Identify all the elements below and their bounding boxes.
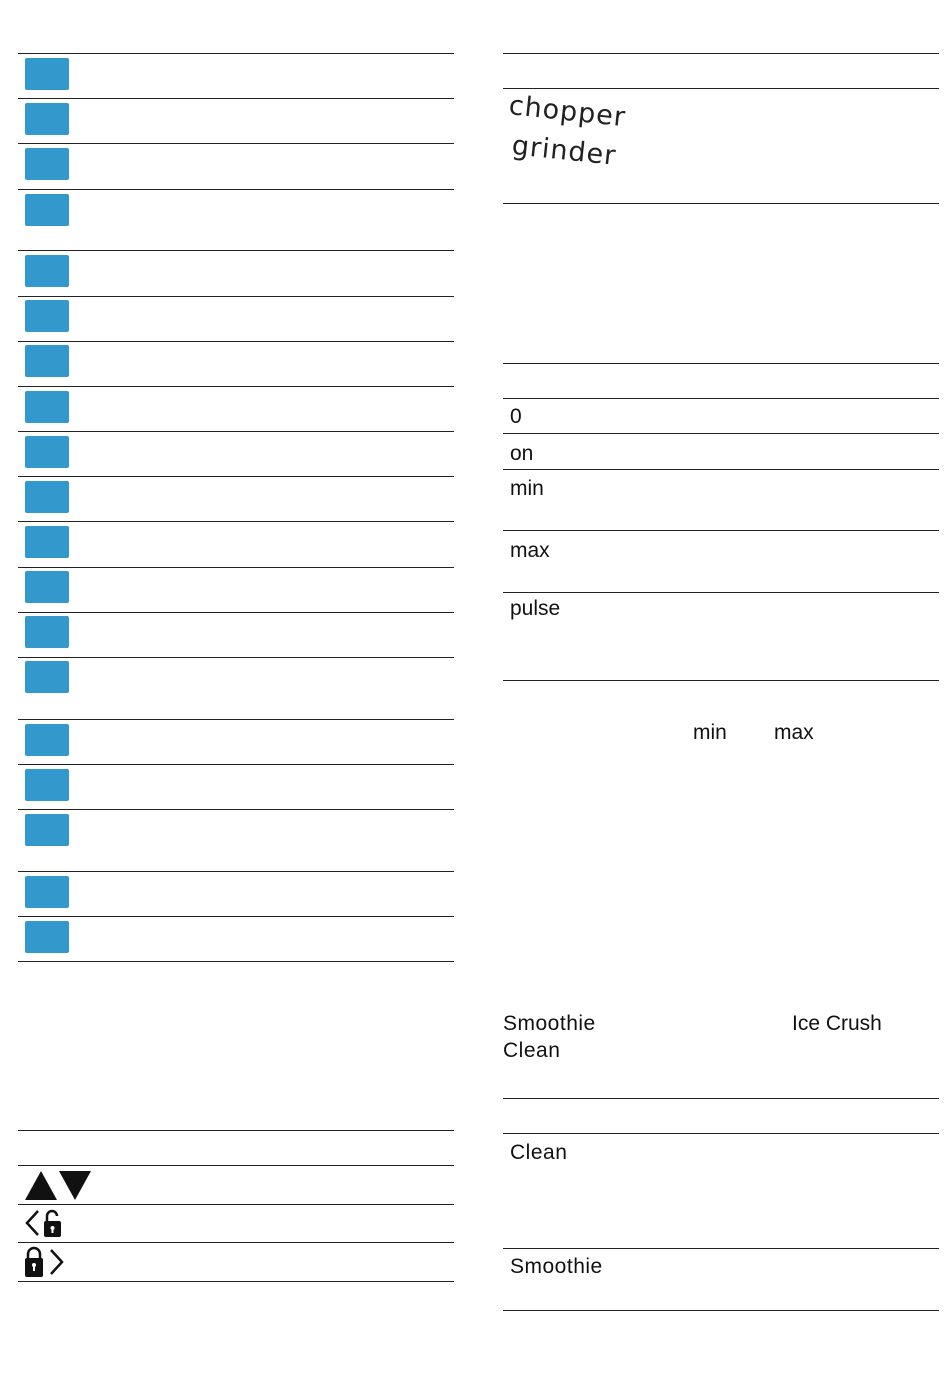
table-rule: [18, 1242, 454, 1243]
speed-on-label: on: [510, 442, 534, 465]
table-rule: [18, 143, 454, 144]
table-rule: [503, 1248, 939, 1249]
blue-indicator-square: [25, 391, 69, 423]
table-rule: [503, 88, 939, 89]
table-rule: [503, 469, 939, 470]
blue-indicator-square: [25, 481, 69, 513]
table-rule: [18, 386, 454, 387]
table-rule: [18, 521, 454, 522]
table-rule: [503, 433, 939, 434]
blue-indicator-square: [25, 661, 69, 693]
table-rule: [18, 1204, 454, 1205]
blue-indicator-square: [25, 571, 69, 603]
table-rule: [503, 1133, 939, 1134]
blue-indicator-square: [25, 814, 69, 846]
program-smoothie-label: Smoothie: [503, 1012, 596, 1035]
blue-indicator-square: [25, 255, 69, 287]
blue-indicator-square: [25, 300, 69, 332]
blue-indicator-square: [25, 921, 69, 953]
table-rule: [503, 398, 939, 399]
table-rule: [503, 530, 939, 531]
blue-indicator-square: [25, 58, 69, 90]
blue-indicator-square: [25, 769, 69, 801]
range-min-label: min: [693, 721, 727, 744]
range-max-label: max: [774, 721, 814, 744]
program-clean-label: Clean: [503, 1039, 561, 1062]
blue-indicator-square: [25, 194, 69, 226]
table-rule: [18, 809, 454, 810]
speed-arrows-icon: [25, 1170, 93, 1202]
blue-indicator-square: [25, 616, 69, 648]
blue-indicator-square: [25, 103, 69, 135]
table-rule: [18, 567, 454, 568]
table-rule: [18, 53, 454, 54]
table-rule: [18, 296, 454, 297]
table-rule: [18, 1165, 454, 1166]
table-rule: [18, 657, 454, 658]
table-rule: [18, 871, 454, 872]
unlock-arrow-icon: [24, 1208, 66, 1240]
table-rule: [503, 203, 939, 204]
table-rule: [18, 189, 454, 190]
program-clean-row-label: Clean: [510, 1141, 568, 1164]
blue-indicator-square: [25, 876, 69, 908]
table-rule: [18, 341, 454, 342]
speed-zero-label: 0: [510, 405, 522, 428]
blue-indicator-square: [25, 148, 69, 180]
blue-indicator-square: [25, 345, 69, 377]
chopper-label: chopper: [507, 90, 628, 134]
table-rule: [503, 53, 939, 54]
table-rule: [18, 1281, 454, 1282]
program-smoothie-row-label: Smoothie: [510, 1255, 603, 1278]
table-rule: [18, 98, 454, 99]
speed-min-label: min: [510, 477, 544, 500]
speed-max-label: max: [510, 539, 550, 562]
table-rule: [503, 680, 939, 681]
table-rule: [18, 1130, 454, 1131]
blue-indicator-square: [25, 436, 69, 468]
table-rule: [18, 719, 454, 720]
table-rule: [18, 250, 454, 251]
table-rule: [18, 612, 454, 613]
table-rule: [18, 961, 454, 962]
grinder-label: grinder: [510, 130, 618, 172]
speed-pulse-label: pulse: [510, 597, 561, 620]
table-rule: [503, 363, 939, 364]
table-rule: [18, 764, 454, 765]
table-rule: [18, 476, 454, 477]
table-rule: [18, 431, 454, 432]
table-rule: [503, 1310, 939, 1311]
blue-indicator-square: [25, 526, 69, 558]
table-rule: [18, 916, 454, 917]
lock-arrow-icon: [24, 1246, 68, 1280]
table-rule: [503, 592, 939, 593]
blue-indicator-square: [25, 724, 69, 756]
program-ice-crush-label: Ice Crush: [792, 1012, 882, 1035]
table-rule: [503, 1098, 939, 1099]
